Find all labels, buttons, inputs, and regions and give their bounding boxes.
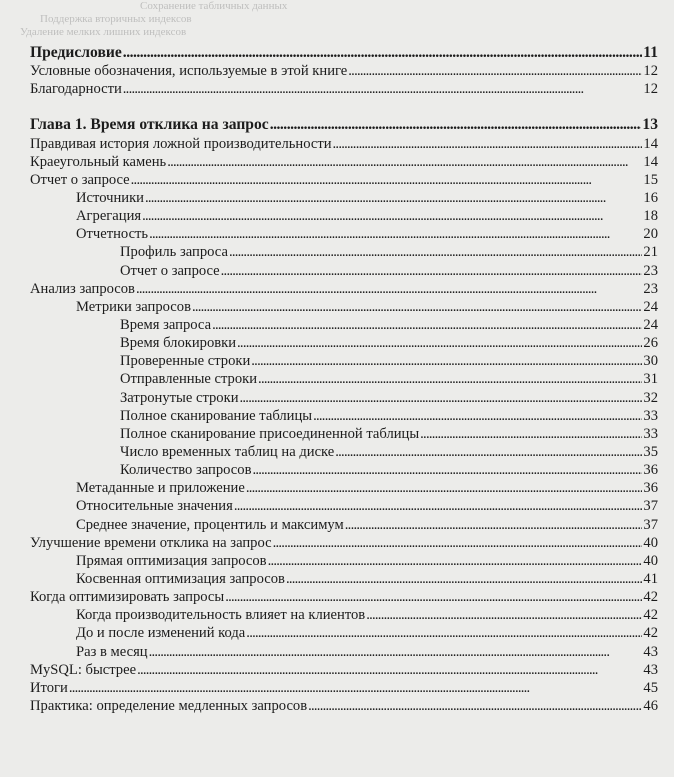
toc-entry bbox=[30, 661, 658, 679]
toc-entry-title: Улучшение времени отклика на запрос bbox=[30, 534, 272, 551]
toc-page-number: 42 bbox=[643, 625, 658, 642]
toc-page-number: 40 bbox=[643, 552, 658, 569]
toc-entry bbox=[30, 262, 658, 280]
toc-entry-title: Глава 1. Время отклика на запрос bbox=[30, 116, 269, 134]
toc-chapter-entry bbox=[30, 44, 658, 62]
toc-entry-title: До и после изменений кода bbox=[76, 625, 246, 642]
toc-leader-dots bbox=[420, 425, 642, 443]
toc-leader-dots bbox=[123, 80, 643, 98]
toc-page-number: 12 bbox=[643, 63, 658, 80]
toc-leader-dots bbox=[258, 370, 642, 388]
toc-entry bbox=[30, 389, 658, 407]
toc-leader-dots bbox=[333, 135, 643, 153]
toc-page-number: 33 bbox=[643, 407, 658, 424]
toc-entry bbox=[30, 534, 658, 552]
toc-entry bbox=[30, 171, 658, 189]
toc-entry bbox=[30, 461, 658, 479]
toc-entry-title: Когда оптимизировать запросы bbox=[30, 589, 225, 606]
toc-entry-title: Затронутые строки bbox=[120, 389, 239, 406]
toc-leader-dots bbox=[131, 171, 643, 189]
toc-leader-dots bbox=[252, 461, 642, 479]
toc-page-number: 30 bbox=[643, 353, 658, 370]
toc-entry bbox=[30, 189, 658, 207]
toc-page-number: 23 bbox=[643, 280, 658, 297]
toc-page-number: 15 bbox=[643, 171, 658, 188]
toc-leader-dots bbox=[246, 479, 643, 497]
toc-entry-title: Предисловие bbox=[30, 44, 122, 61]
toc-page-number: 41 bbox=[643, 570, 658, 587]
toc-entry bbox=[30, 153, 658, 171]
toc-entry-title: Когда производительность влияет на клиентов bbox=[76, 607, 366, 624]
toc-entry-title: Число временных таблиц на диске bbox=[120, 443, 335, 460]
toc-entry bbox=[30, 370, 658, 388]
toc-entry-title: Проверенные строки bbox=[120, 353, 251, 370]
toc-page-number: 42 bbox=[643, 607, 658, 624]
toc-entry-title: Итоги bbox=[30, 679, 68, 696]
toc-entry-title: Метрики запросов bbox=[76, 298, 191, 315]
toc-page-number: 20 bbox=[643, 226, 658, 243]
toc-entry bbox=[30, 135, 658, 153]
toc-page-number: 14 bbox=[643, 153, 658, 170]
toc-entry-title: Полное сканирование таблицы bbox=[120, 407, 313, 424]
toc-leader-dots bbox=[237, 334, 642, 352]
toc-page-number: 31 bbox=[643, 371, 658, 388]
toc-entry bbox=[30, 243, 658, 261]
toc-leader-dots bbox=[229, 243, 642, 261]
toc-entry-title: MySQL: быстрее bbox=[30, 661, 137, 678]
toc-page-number: 40 bbox=[643, 534, 658, 551]
toc-chapter-entry bbox=[30, 116, 658, 134]
toc-leader-dots bbox=[273, 534, 643, 552]
toc-entry-title: Источники bbox=[76, 189, 144, 206]
toc-leader-dots bbox=[225, 588, 642, 606]
toc-entry-title: Раз в месяц bbox=[76, 643, 148, 660]
toc-entry-title: Условные обозначения, используемые в этой книге bbox=[30, 63, 348, 80]
toc-leader-dots bbox=[335, 443, 642, 461]
toc-leader-dots bbox=[313, 407, 642, 425]
toc-entry-title: Отчетность bbox=[76, 226, 149, 243]
toc-entry bbox=[30, 606, 658, 624]
toc-entry bbox=[30, 407, 658, 425]
toc-leader-dots bbox=[136, 280, 642, 298]
toc-leader-dots bbox=[212, 316, 642, 334]
toc-page-number: 43 bbox=[643, 661, 658, 678]
bleed-line: Удаление мелких лишних индексов bbox=[20, 26, 187, 38]
toc-page-number: 45 bbox=[643, 679, 658, 696]
toc-page-number: 12 bbox=[643, 81, 658, 98]
toc-entry-title: Косвенная оптимизация запросов bbox=[76, 570, 285, 587]
toc-entry-title: Отправленные строки bbox=[120, 371, 258, 388]
section-gap bbox=[30, 98, 658, 116]
toc-page-number: 18 bbox=[643, 208, 658, 225]
toc-entry-title: Профиль запроса bbox=[120, 244, 228, 261]
toc-entry bbox=[30, 352, 658, 370]
toc-page-number: 14 bbox=[643, 135, 658, 152]
toc-page-number: 23 bbox=[643, 262, 658, 279]
toc-entry-title: Отчет о запросе bbox=[30, 171, 130, 188]
toc-entry bbox=[30, 588, 658, 606]
toc-entry-title: Прямая оптимизация запросов bbox=[76, 552, 267, 569]
toc-page-number: 36 bbox=[643, 480, 658, 497]
bleed-line: Поддержка вторичных индексов bbox=[40, 13, 192, 25]
toc-page-number: 37 bbox=[643, 498, 658, 515]
bleed-line: Сохранение табличных данных bbox=[140, 0, 288, 12]
toc-page-number: 33 bbox=[643, 425, 658, 442]
table-of-contents bbox=[30, 44, 658, 715]
toc-page-number: 13 bbox=[642, 116, 658, 134]
toc-leader-dots bbox=[345, 516, 643, 534]
toc-entry-title: Благодарности bbox=[30, 81, 122, 98]
toc-entry bbox=[30, 334, 658, 352]
toc-leader-dots bbox=[149, 643, 643, 661]
toc-leader-dots bbox=[246, 624, 642, 642]
toc-leader-dots bbox=[308, 697, 642, 715]
toc-entry bbox=[30, 570, 658, 588]
toc-leader-dots bbox=[270, 116, 642, 134]
toc-leader-dots bbox=[149, 225, 642, 243]
toc-page-number: 46 bbox=[643, 697, 658, 714]
toc-page-number: 26 bbox=[643, 335, 658, 352]
toc-page-number: 16 bbox=[643, 189, 658, 206]
toc-leader-dots bbox=[234, 497, 643, 515]
toc-leader-dots bbox=[142, 207, 642, 225]
toc-entry-title: Анализ запросов bbox=[30, 280, 135, 297]
toc-entry bbox=[30, 207, 658, 225]
toc-leader-dots bbox=[145, 189, 642, 207]
toc-leader-dots bbox=[221, 262, 643, 280]
toc-entry-title: Время блокировки bbox=[120, 335, 237, 352]
toc-page-number: 21 bbox=[643, 244, 658, 261]
toc-entry bbox=[30, 316, 658, 334]
toc-entry-title: Агрегация bbox=[76, 208, 142, 225]
toc-entry-title: Отчет о запросе bbox=[120, 262, 220, 279]
toc-entry bbox=[30, 80, 658, 98]
toc-leader-dots bbox=[286, 570, 642, 588]
toc-entry bbox=[30, 280, 658, 298]
toc-leader-dots bbox=[167, 153, 642, 171]
toc-page-number: 36 bbox=[643, 462, 658, 479]
toc-entry bbox=[30, 425, 658, 443]
bleed-line bbox=[20, 39, 660, 40]
toc-leader-dots bbox=[240, 389, 643, 407]
toc-page-number: 11 bbox=[643, 44, 658, 61]
toc-entry bbox=[30, 298, 658, 316]
toc-leader-dots bbox=[192, 298, 642, 316]
toc-page-number: 43 bbox=[643, 643, 658, 660]
toc-entry-title: Метаданные и приложение bbox=[76, 480, 245, 497]
toc-leader-dots bbox=[348, 62, 642, 80]
toc-entry-title: Полное сканирование присоединенной таблицы bbox=[120, 425, 420, 442]
toc-entry bbox=[30, 479, 658, 497]
toc-leader-dots bbox=[366, 606, 642, 624]
toc-entry bbox=[30, 497, 658, 515]
toc-entry bbox=[30, 697, 658, 715]
toc-page-number: 24 bbox=[643, 316, 658, 333]
toc-entry-title: Практика: определение медленных запросов bbox=[30, 697, 308, 714]
toc-page-number: 37 bbox=[643, 516, 658, 533]
toc-leader-dots bbox=[123, 44, 642, 62]
toc-entry-title: Правдивая история ложной производительности bbox=[30, 135, 332, 152]
toc-entry bbox=[30, 552, 658, 570]
toc-entry bbox=[30, 443, 658, 461]
toc-entry-title: Среднее значение, процентиль и максимум bbox=[76, 516, 344, 533]
toc-entry bbox=[30, 679, 658, 697]
toc-entry bbox=[30, 225, 658, 243]
toc-leader-dots bbox=[137, 661, 642, 679]
toc-page-number: 35 bbox=[643, 443, 658, 460]
toc-leader-dots bbox=[268, 552, 643, 570]
toc-entry bbox=[30, 516, 658, 534]
toc-entry bbox=[30, 643, 658, 661]
toc-entry-title: Краеугольный камень bbox=[30, 153, 167, 170]
toc-leader-dots bbox=[69, 679, 643, 697]
toc-entry bbox=[30, 62, 658, 80]
toc-page-number: 24 bbox=[643, 298, 658, 315]
toc-entry-title: Время запроса bbox=[120, 316, 212, 333]
toc-page-number: 42 bbox=[643, 589, 658, 606]
toc-entry bbox=[30, 624, 658, 642]
toc-entry-title: Относительные значения bbox=[76, 498, 233, 515]
toc-entry-title: Количество запросов bbox=[120, 462, 252, 479]
toc-page-number: 32 bbox=[643, 389, 658, 406]
toc-leader-dots bbox=[251, 352, 642, 370]
bleed-through-text bbox=[20, 0, 660, 40]
